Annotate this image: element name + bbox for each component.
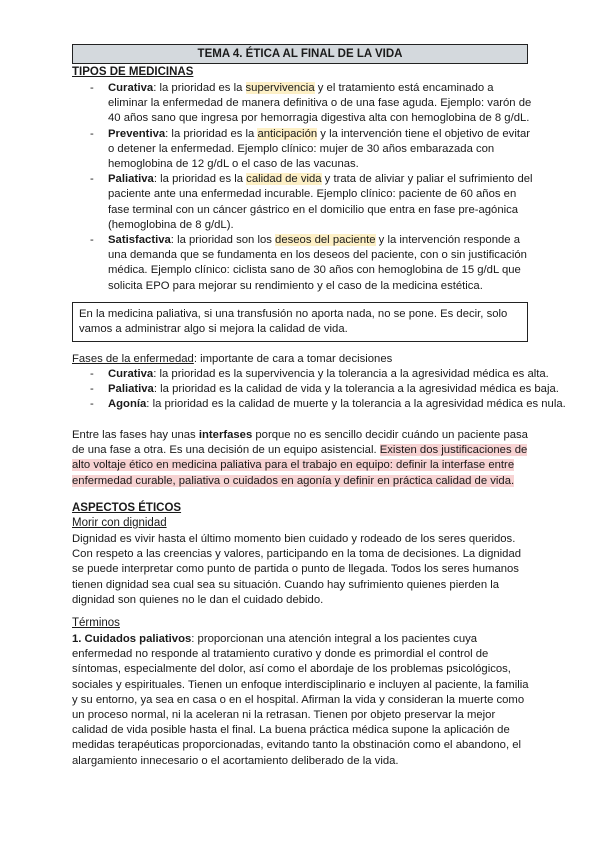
interfases-paragraph: Entre las fases hay unas interfases porque no es sencillo decidir cuándo un paciente pasa de una fase a otra. Es una decisión de un equipo asistencial. Existen dos justificaciones de alto voltaje ético en medicina paliativa para el trabajo en equipo: definir la interfase entre enfermedad curable, paliativa o cuidados en agonía y definir en práctica calidad de vida. [72,429,528,487]
highlight: supervivencia [245,82,315,94]
tipos-list [72,81,536,294]
term: Agonía [108,398,147,411]
list-item: - Paliativa: la prioridad es la calidad de vida y trata de aliviar y paliar el sufrimiento del paciente ante una enfermedad incurable. Ejemplo clínico: paciente de 60 años en fase terminal con un cáncer gástrico en el domicilio que entra en fase pre-agónica (hemoglobina de 8 g/dL). [72,172,536,233]
term: Satisfactiva [108,234,171,247]
list-item: - Curativa: la prioridad es la supervivencia y la tolerancia a la agresividad médica es alta. [72,367,572,382]
term: Curativa [108,82,154,94]
list-item: - Agonía: la prioridad es la calidad de muerte y la tolerancia a la agresividad médica es nula. [72,397,572,412]
list-item: - Satisfactiva: la prioridad son los deseos del paciente y la intervención responde a una demanda que se fundamenta en los deseos del paciente, con o sin justificación médica. Ejemplo clínico: ciclista sano de 30 años con hemoglobina de 15 g/dL que solicita EPO para mejorar su rendimiento y el caso de la medicina estética. [72,233,536,294]
fases-list [72,367,572,413]
tipos-heading: TIPOS DE MEDICINAS [72,66,194,78]
aspectos-subheading: Morir con dignidad [72,517,167,529]
term: 1. Cuidados paliativos [72,633,192,645]
term: Paliativa [108,173,154,186]
aspectos-heading: ASPECTOS ÉTICOS [72,502,182,514]
highlight: Existen dos justificaciones de alto voltaje ético en medicina paliativa para el trabajo en equipo: definir la interfase entre enfermedad curable, paliativa o cuidados en agonía y definir en práctica calidad de vida. [72,444,528,487]
note-box: En la medicina paliativa, si una transfusión no aporta nada, no se pone. Es decir, solo vamos a administrar algo si mejora la calidad de vida. [72,302,528,342]
list-item: - Preventiva: la prioridad es la anticipación y la intervención tiene el objetivo de evitar o detener la enfermedad. Ejemplo clínico: mujer de 30 años embarazada con hemoglobina de 12 g/dL o el caso de las vacunas. [72,127,536,173]
list-item: - Curativa: la prioridad es la supervivencia y el tratamiento está encaminado a eliminar la enfermedad de manera definitiva o de una fase aguda. Ejemplo: varón de 40 años sano que ingresa por hemorragia digestiva alta con hemoglobina de 8 g/dL. [72,81,536,127]
dignidad-paragraph: Dignidad es vivir hasta el último momento bien cuidado y rodeado de los seres queridos. Con respeto a las creencias y valores, participando en la toma de decisiones. La dignidad se puede interpretar como punto de partida o punto de llegada. Todos los seres humanos tienen dignidad sea cual sea su situación. Cuando hay sufrimiento quienes pierden la dignidad son quienes no le dan el cuidado debido. [72,533,522,606]
term: Preventiva [108,127,166,140]
page-title: TEMA 4. ÉTICA AL FINAL DE LA VIDA [72,44,528,64]
term: Curativa [108,368,154,380]
term: Paliativa [108,383,154,396]
highlight: deseos del paciente [275,234,376,247]
terminos-heading: Términos [72,617,120,629]
list-item: - Paliativa: la prioridad es la calidad de vida y la tolerancia a la agresividad médica es baja. [72,382,572,397]
cuidados-paragraph: 1. Cuidados paliativos: proporcionan una atención integral a los pacientes cuya enfermedad no responde al tratamiento curativo y donde es primordial el control de síntomas, especialmente del dolor, así como el abordaje de los problemas psicológicos, sociales y espirituales. Tienen un enfoque interdisciplinario e incluyen al paciente, la familia y su entorno, ya sea en casa o en el hospital. Afirman la vida y consideran la muerte como un proceso normal, ni la aceleran ni la retrasan. Tienen por objeto preservar la mejor calidad de vida posible hasta el final. La buena práctica médica supone la aplicación de medidas terapéuticas proporcionadas, evitando tanto la obstinación como el abandono, el alargamiento innecesario o el acortamiento deliberado de la vida. [72,633,529,767]
interfases-term: interfases [198,429,253,441]
fases-heading: Fases de la enfermedad [72,353,194,365]
highlight: calidad de vida [246,173,322,186]
highlight: anticipación [257,127,318,140]
fases-heading-line: Fases de la enfermedad: importante de cara a tomar decisiones [72,353,393,365]
